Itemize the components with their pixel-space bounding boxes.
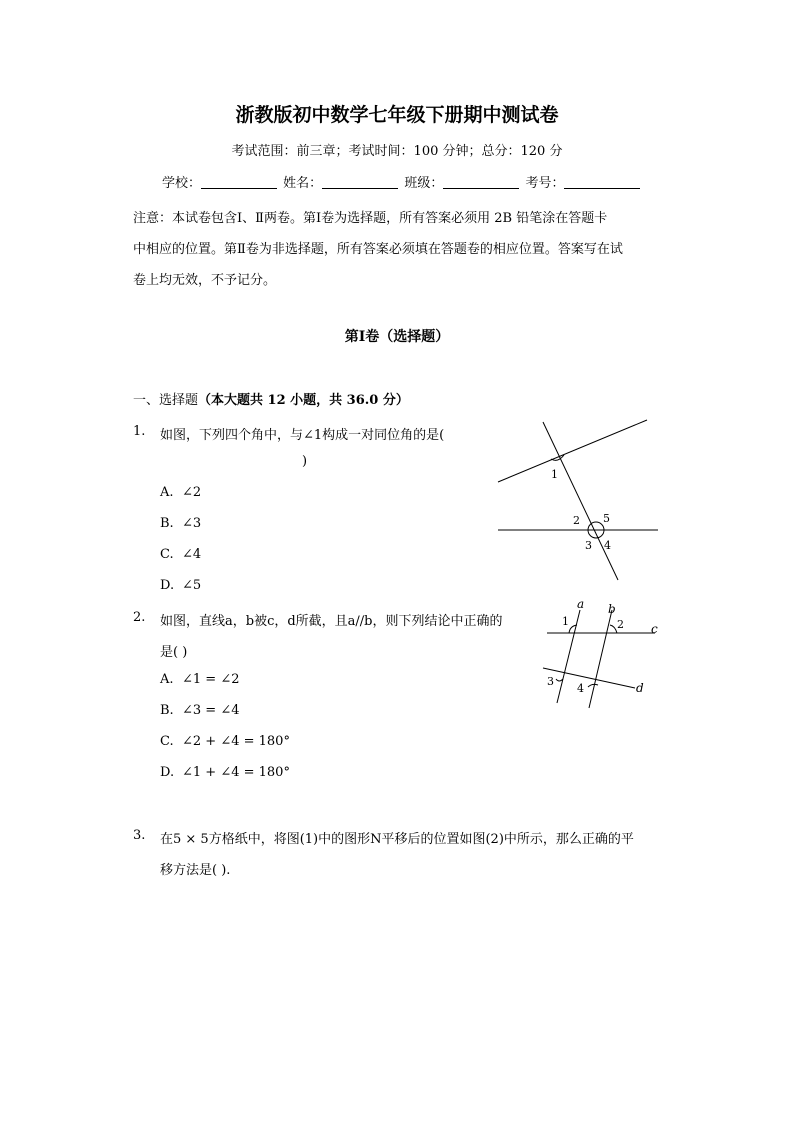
notice-line: 卷上均无效，不予记分。 [133,273,277,288]
transversal-line-main [543,422,618,580]
angle-3-arc [556,679,563,681]
question-1-option-c[interactable]: C. ∠4 [160,547,202,562]
question-1-figure [490,410,670,590]
question-1-text-end: ) [302,454,308,469]
figure-label-c: c [651,622,658,636]
figure-label-2: 2 [617,618,624,631]
question-2-option-b[interactable]: B. ∠3 = ∠4 [160,703,240,718]
school-blank [201,175,277,189]
section-title: 第Ⅰ卷（选择题） [344,329,450,345]
figure-label-4: 4 [604,539,611,552]
name-label: 姓名： [283,176,323,191]
student-info-row [162,172,642,191]
exam-notice [133,203,665,296]
figure-label-d: d [636,681,644,695]
figure-label-1: 1 [551,468,558,481]
class-label: 班级： [404,176,444,191]
line-b [589,610,612,708]
question-1-option-d[interactable]: D. ∠5 [160,578,202,593]
question-2-option-a[interactable]: A. ∠1 = ∠2 [160,672,240,687]
question-3-text: 在5 × 5方格纸中，将图(1)中的图形N平移后的位置如图(2)中所示，那么正确的平 [160,832,634,847]
part-heading-detail: （本大题共 12 小题，共 36.0 分） [198,393,409,408]
line-d [543,668,635,688]
question-2-option-d[interactable]: D. ∠1 + ∠4 = 180° [160,765,290,780]
question-2-number: 2. [133,610,146,625]
figure-label-b: b [608,602,616,616]
question-3-number: 3. [133,828,146,843]
exam-number-blank [564,175,640,189]
question-1-text: 如图，下列四个角中，与∠1构成一对同位角的是( [160,428,445,443]
question-1-option-a[interactable]: A. ∠2 [160,485,202,500]
question-3-text-end: 移方法是( ). [160,863,231,878]
part-heading [133,389,409,408]
notice-line: 中相应的位置。第Ⅱ卷为非选择题，所有答案必须填在答题卷的相应位置。答案写在试 [133,242,623,257]
question-2-figure [535,595,675,715]
figure-label-5: 5 [603,512,610,525]
question-2-text: 如图，直线a，b被c，d所截，且a//b，则下列结论中正确的 [160,614,503,629]
figure-label-4: 4 [577,682,584,695]
notice-line: 注意：本试卷包含Ⅰ、Ⅱ两卷。第Ⅰ卷为选择题，所有答案必须用 2B 铅笔涂在答题卡 [133,211,608,226]
figure-label-2: 2 [573,514,580,527]
class-blank [443,175,519,189]
question-1-option-b[interactable]: B. ∠3 [160,516,202,531]
name-blank [322,175,398,189]
figure-label-3: 3 [547,675,554,688]
question-1-number: 1. [133,424,146,439]
figure-label-3: 3 [585,539,592,552]
transversal-line-upper [498,420,647,482]
figure-label-a: a [577,597,585,611]
angle-4-arc [588,684,598,687]
exam-subtitle: 考试范围：前三章；考试时间：100 分钟；总分：120 分 [231,144,563,159]
angle-2-arc [610,625,617,633]
exam-number-label: 考号： [525,176,565,191]
question-2-option-c[interactable]: C. ∠2 + ∠4 = 180° [160,734,290,749]
school-label: 学校： [162,176,202,191]
part-heading-prefix: 一、选择题 [133,393,199,408]
exam-title: 浙教版初中数学七年级下册期中测试卷 [235,104,559,126]
question-2-text-end: 是( ) [160,645,188,660]
figure-label-1: 1 [562,615,569,628]
